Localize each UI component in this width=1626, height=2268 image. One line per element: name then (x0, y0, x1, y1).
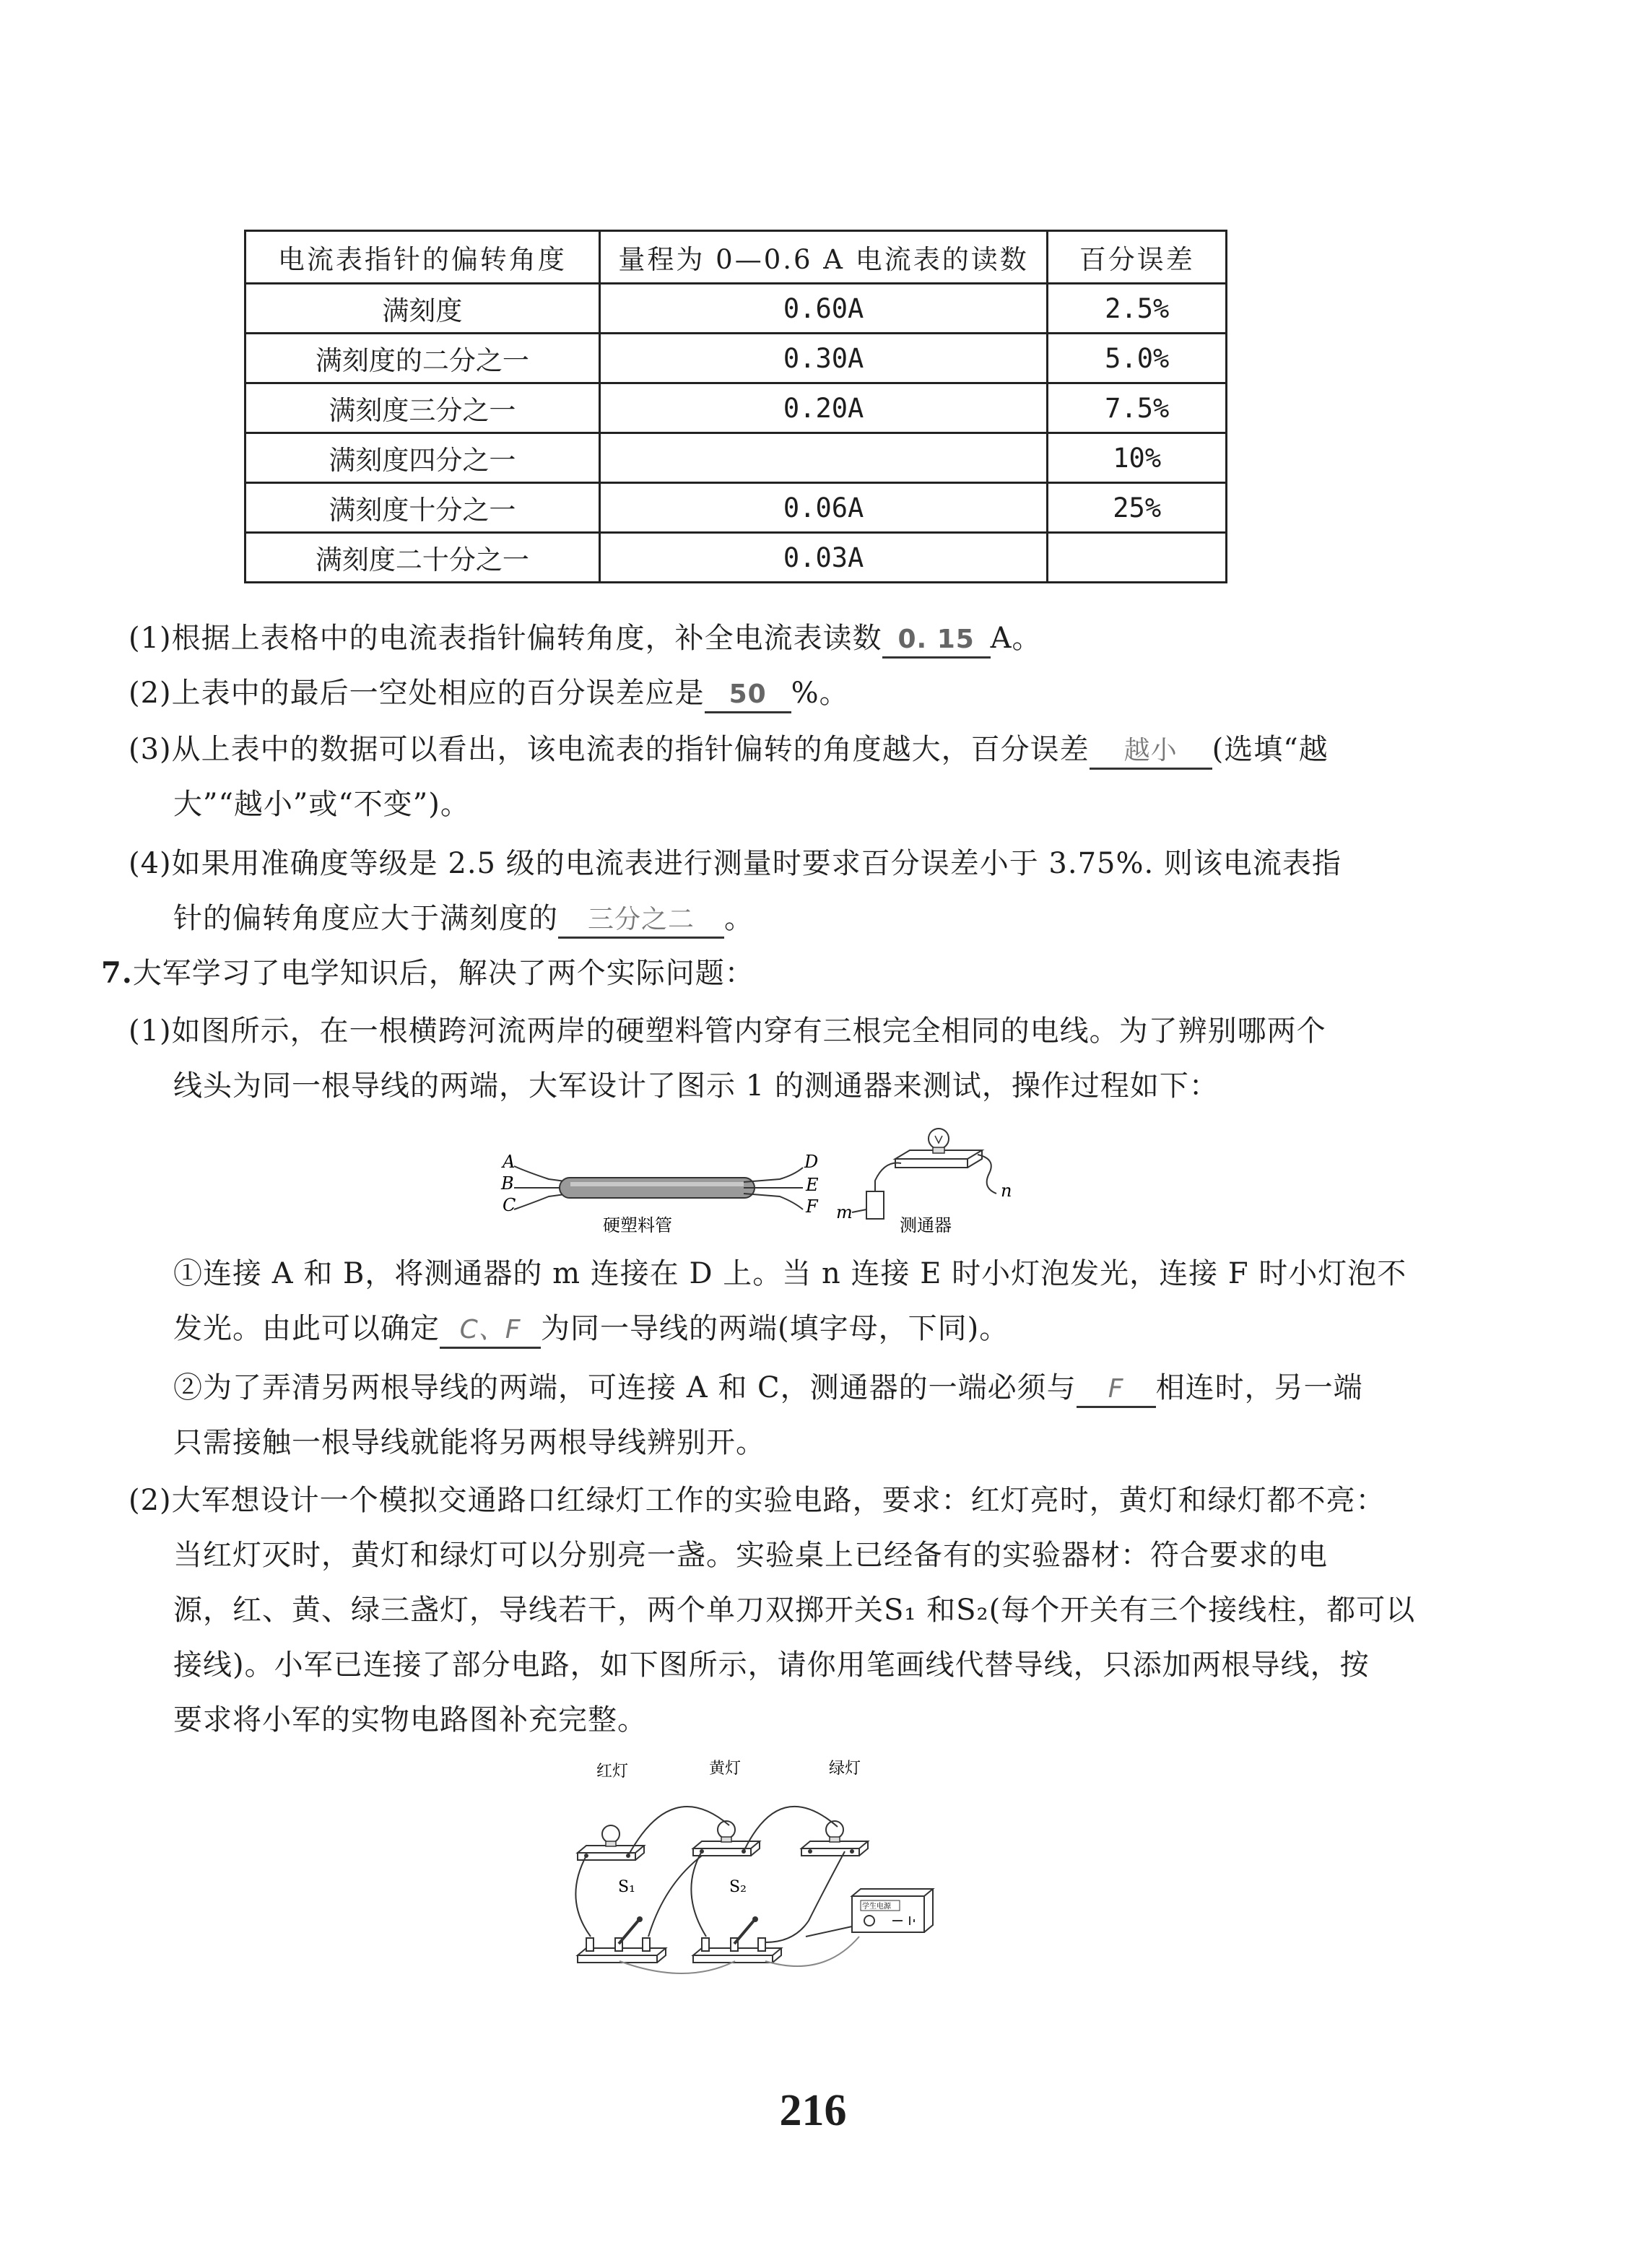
label-a: A (503, 1152, 516, 1172)
green-lamp (801, 1821, 868, 1856)
q6-part2-answer[interactable]: 50 (705, 678, 791, 713)
q6-part3 (129, 731, 1329, 770)
label-e: E (806, 1175, 819, 1195)
cell-deflection: 满刻度 (245, 284, 600, 334)
cell-reading: 0.20A (599, 383, 1048, 433)
q6-part1 (129, 620, 1042, 659)
cell-error: 7.5% (1048, 383, 1227, 433)
plastic-tube (560, 1178, 755, 1198)
cell-error: 5.0% (1048, 334, 1227, 383)
q7-step1-rest: 为同一导线的两端(填字母，下同)。 (541, 1312, 1009, 1345)
label-f: F (806, 1196, 818, 1217)
label-b: B (501, 1173, 514, 1194)
q7-part2-line2: 当红灯灭时，黄灯和绿灯可以分别亮一盏。实验桌上已经备有的实验器材：符合要求的电 (173, 1539, 1328, 1572)
cell-reading: 0.06A (599, 483, 1048, 533)
q6-part2-text: (2)上表中的最后一空处相应的百分误差应是 (129, 677, 705, 710)
q7-step2-text: ②为了弄清另两根导线的两端，可连接 A 和 C，测通器的一端必须与 (173, 1371, 1077, 1404)
header-error: 百分误差 (1048, 231, 1227, 284)
q7-step1-line1: ①连接 A 和 B，将测通器的 m 连接在 D 上。当 n 连接 E 时小灯泡发光，连接 F 时小灯泡不 (173, 1257, 1407, 1290)
s1-label: S₁ (618, 1878, 635, 1896)
table-row (245, 483, 1227, 533)
n-label: n (1001, 1181, 1012, 1201)
table-header-row (245, 231, 1227, 284)
battery-icon (866, 1191, 884, 1219)
table-row (245, 433, 1227, 483)
q6-part3-answer[interactable]: 越小 (1090, 734, 1212, 770)
q7-step2 (173, 1369, 1363, 1408)
q6-part1-text: (1)根据上表格中的电流表指针偏转角度，补全电流表读数 (129, 622, 882, 655)
q7-step2-rest: 相连时，另一端 (1155, 1371, 1363, 1404)
q6-part1-unit: A。 (990, 622, 1042, 655)
traffic-light-circuit (549, 1747, 953, 1986)
q6-part4-text: 针的偏转角度应大于满刻度的 (173, 902, 558, 935)
cell-error (1048, 533, 1227, 583)
q6-part3-line2: 大”“越小”或“不变”)。 (173, 788, 470, 821)
tester-device (852, 1129, 996, 1219)
cell-error: 10% (1048, 433, 1227, 483)
q7-part1-line1: (1)如图所示，在一根横跨河流两岸的硬塑料管内穿有三根完全相同的电线。为了辨别哪两个 (129, 1014, 1326, 1048)
cell-deflection: 满刻度的二分之一 (245, 334, 600, 383)
power-supply-label: 学生电源 (862, 1903, 891, 1911)
q7-step2-line2: 只需接触一根导线就能将另两根导线辨别开。 (173, 1426, 765, 1459)
label-c: C (503, 1195, 516, 1215)
q7-intro (101, 955, 755, 992)
ammeter-readings-table (244, 230, 1227, 583)
switch-s2 (693, 1916, 781, 1963)
q7-step1 (173, 1310, 1009, 1349)
q6-part2 (129, 674, 849, 713)
table-row (245, 334, 1227, 383)
cell-deflection: 满刻度二十分之一 (245, 533, 600, 583)
cell-error: 25% (1048, 483, 1227, 533)
cell-error: 2.5% (1048, 284, 1227, 334)
red-lamp (578, 1825, 644, 1860)
q7-number: 7. (101, 956, 133, 990)
cell-deflection: 满刻度十分之一 (245, 483, 600, 533)
cell-reading: 0.30A (599, 334, 1048, 383)
q7-step2-answer[interactable]: F (1077, 1373, 1156, 1408)
m-label: m (836, 1202, 853, 1222)
q6-part4-line1: (4)如果用准确度等级是 2.5 级的电流表进行测量时要求百分误差小于 3.75%. 则该电流表指 (129, 847, 1342, 880)
q7-intro-text: 大军学习了电学知识后，解决了两个实际问题： (132, 957, 755, 990)
tester-label: 测通器 (900, 1215, 952, 1235)
q7-step1-text: 发光。由此可以确定 (173, 1312, 440, 1345)
green-lamp-label: 绿灯 (829, 1760, 861, 1778)
q7-part2-line5: 要求将小军的实物电路图补充完整。 (173, 1703, 647, 1737)
page-number: 216 (779, 2086, 847, 2135)
header-reading: 量程为 0—0.6 A 电流表的读数 (599, 231, 1048, 284)
q6-part1-answer[interactable]: 0. 15 (882, 623, 991, 659)
bulb-icon (929, 1129, 949, 1149)
table-row (245, 284, 1227, 334)
tube-label: 硬塑料管 (603, 1215, 672, 1235)
q7-part2-line1: (2)大军想设计一个模拟交通路口红绿灯工作的实验电路，要求：红灯亮时，黄灯和绿灯都不亮： (129, 1484, 1386, 1517)
yellow-lamp (693, 1821, 760, 1856)
power-supply (852, 1889, 933, 1932)
q6-part4 (173, 900, 754, 939)
cell-deflection: 满刻度四分之一 (245, 433, 600, 483)
cell-reading: 0.60A (599, 284, 1048, 334)
q7-part1-line2: 线头为同一根导线的两端，大军设计了图示 1 的测通器来测试，操作过程如下： (173, 1069, 1219, 1103)
s2-label: S₂ (729, 1878, 747, 1896)
cell-reading: 0.03A (599, 533, 1048, 583)
yellow-lamp-label: 黄灯 (709, 1760, 742, 1778)
cell-deflection: 满刻度三分之一 (245, 383, 600, 433)
tester-figure (491, 1116, 1025, 1242)
q6-part3-text: (3)从上表中的数据可以看出，该电流表的指针偏转的角度越大，百分误差 (129, 733, 1090, 766)
q6-part4-answer[interactable]: 三分之二 (558, 903, 724, 939)
q7-part2-line4: 接线)。小军已连接了部分电路，如下图所示，请你用笔画线代替导线，只添加两根导线，按 (173, 1648, 1370, 1682)
q7-part2-line3: 源，红、黄、绿三盏灯，导线若干，两个单刀双掷开关S₁ 和S₂(每个开关有三个接线柱，都可以 (173, 1594, 1416, 1627)
q6-part3-hint: (选填“越 (1212, 733, 1329, 766)
table-row (245, 533, 1227, 583)
q7-step1-answer[interactable]: C、F (440, 1313, 541, 1349)
cell-reading (599, 433, 1048, 483)
label-d: D (804, 1152, 819, 1172)
header-deflection: 电流表指针的偏转角度 (245, 231, 600, 284)
table-row (245, 383, 1227, 433)
q6-part2-unit: %。 (791, 677, 849, 710)
q6-part4-end: 。 (724, 902, 754, 935)
red-lamp-label: 红灯 (596, 1763, 629, 1781)
